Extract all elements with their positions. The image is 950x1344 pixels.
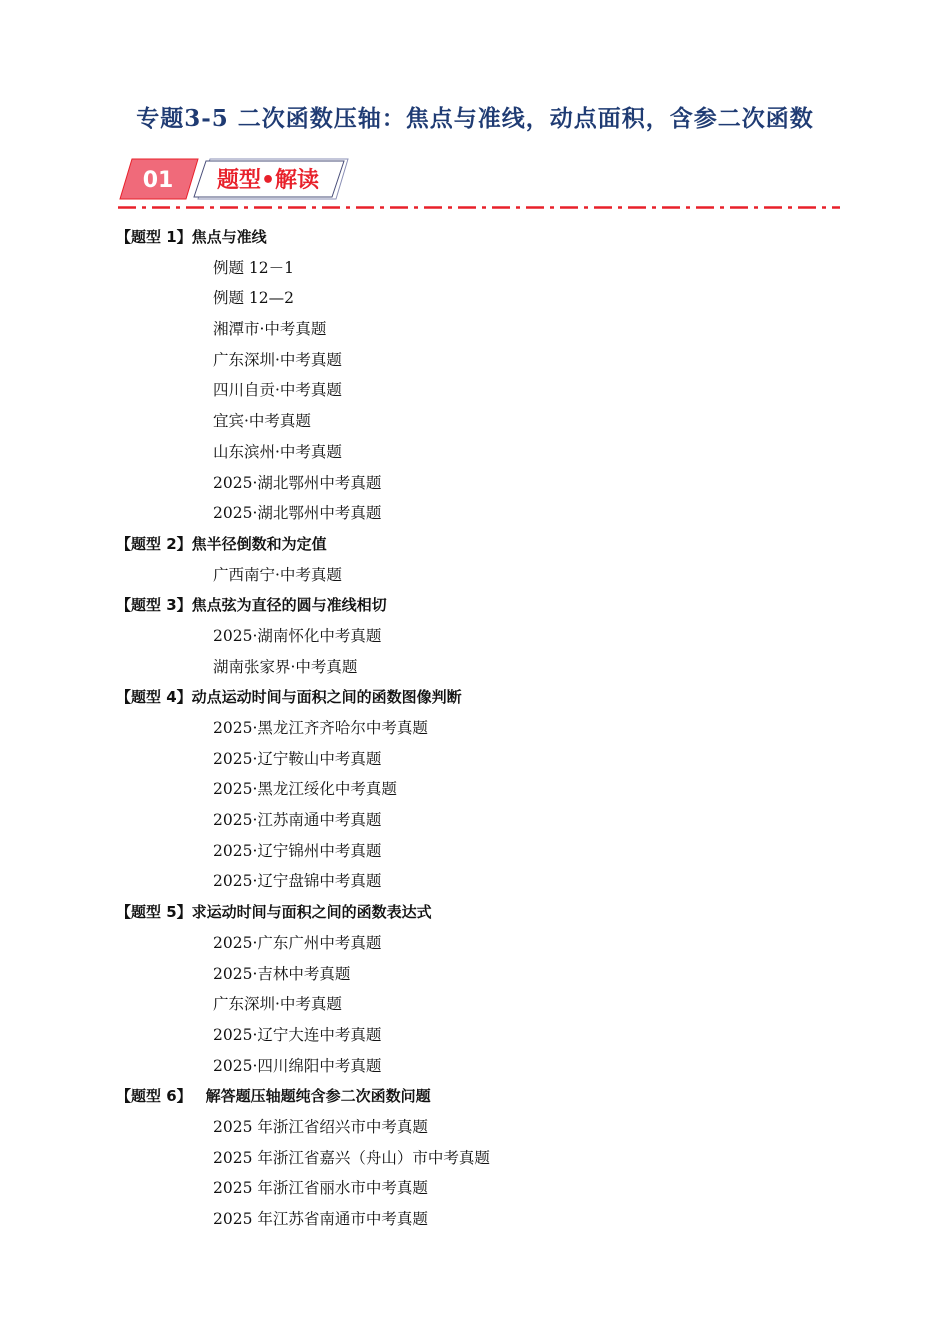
category-heading xyxy=(116,682,836,713)
toc-item[interactable]: 2025·吉林中考真题 xyxy=(213,964,351,983)
toc-item[interactable]: 2025 年浙江省丽水市中考真题 xyxy=(213,1179,428,1198)
toc-item[interactable]: 2025 年江苏省南通市中考真题 xyxy=(213,1210,428,1228)
toc-item[interactable]: 2025·湖北鄂州中考真题 xyxy=(213,504,382,523)
category-tag: 【题型 2】 xyxy=(116,534,192,553)
category-heading xyxy=(116,222,836,253)
category-name: 解答题压轴题纯含参二次函数问题 xyxy=(205,1087,431,1106)
toc-item[interactable]: 2025·湖北鄂州中考真题 xyxy=(213,473,382,492)
page-title: 专题3-5 二次函数压轴：焦点与准线，动点面积，含参二次函数 xyxy=(136,105,814,132)
category-name: 焦点与准线 xyxy=(191,228,267,246)
category-heading xyxy=(116,1081,836,1112)
category-tag: 【题型 4】 xyxy=(116,688,192,707)
toc-item[interactable]: 2025·黑龙江齐齐哈尔中考真题 xyxy=(213,719,428,737)
category-tag: 【题型 3】 xyxy=(116,596,192,615)
category-heading xyxy=(116,529,836,560)
toc-item[interactable]: 湖南张家界·中考真题 xyxy=(213,657,358,676)
toc-item[interactable]: 2025·湖南怀化中考真题 xyxy=(213,626,382,645)
section-banner xyxy=(118,157,358,201)
category-name: 求运动时间与面积之间的函数表达式 xyxy=(191,903,432,922)
toc-item[interactable]: 2025·广东广州中考真题 xyxy=(213,933,382,952)
category-heading xyxy=(116,590,836,621)
toc-item[interactable]: 例题 12－1 xyxy=(213,258,295,277)
toc-item[interactable]: 2025·黑龙江绥化中考真题 xyxy=(213,780,397,799)
category-tag: 【题型 1】 xyxy=(116,228,192,246)
toc-item[interactable]: 2025·辽宁鞍山中考真题 xyxy=(213,749,382,768)
banner-number: 01 xyxy=(142,168,174,193)
toc-item[interactable]: 2025·四川绵阳中考真题 xyxy=(213,1056,382,1075)
banner-label: 题型•解读 xyxy=(216,168,320,193)
toc-item[interactable]: 湘潭市·中考真题 xyxy=(213,320,327,339)
toc-item[interactable]: 2025·辽宁锦州中考真题 xyxy=(213,841,382,860)
category-name: 动点运动时间与面积之间的函数图像判断 xyxy=(191,688,462,707)
toc-item[interactable]: 2025 年浙江省绍兴市中考真题 xyxy=(213,1117,428,1136)
toc-item[interactable]: 宜宾·中考真题 xyxy=(213,412,311,431)
toc-item[interactable]: 广东深圳·中考真题 xyxy=(213,350,342,369)
divider-dash-dot xyxy=(118,206,840,209)
category-name: 焦点弦为直径的圆与准线相切 xyxy=(191,596,387,615)
toc-item[interactable]: 2025·辽宁大连中考真题 xyxy=(213,1025,382,1044)
toc-item[interactable]: 例题 12—2 xyxy=(213,289,295,308)
category-tag: 【题型 6】 xyxy=(116,1087,192,1106)
toc-item[interactable]: 2025·江苏南通中考真题 xyxy=(213,811,382,830)
toc-item[interactable]: 2025 年浙江省嘉兴（舟山）市中考真题 xyxy=(213,1148,490,1167)
toc-item[interactable]: 山东滨州·中考真题 xyxy=(213,442,342,461)
category-name: 焦半径倒数和为定值 xyxy=(191,534,327,553)
toc-list xyxy=(116,222,836,1235)
toc-item[interactable]: 四川自贡·中考真题 xyxy=(213,381,342,400)
category-tag: 【题型 5】 xyxy=(116,903,192,922)
category-heading xyxy=(116,897,836,928)
toc-item[interactable]: 广西南宁·中考真题 xyxy=(213,565,342,584)
toc-item[interactable]: 广东深圳·中考真题 xyxy=(213,995,342,1014)
toc-item[interactable]: 2025·辽宁盘锦中考真题 xyxy=(213,872,382,891)
